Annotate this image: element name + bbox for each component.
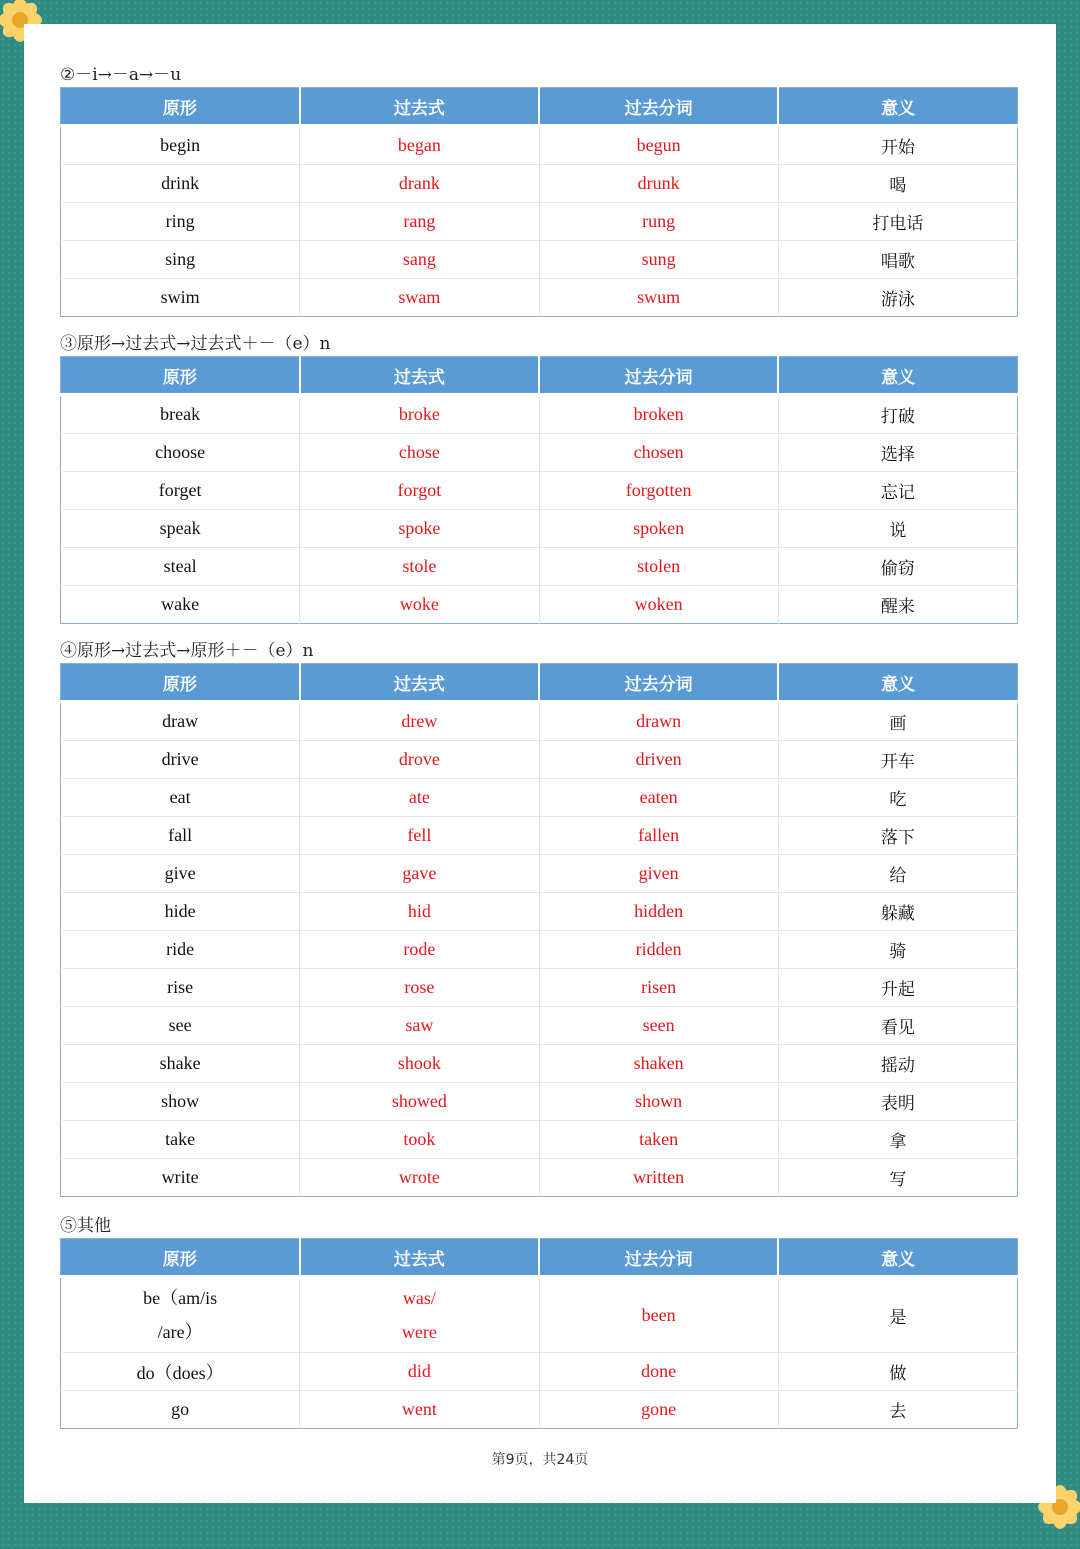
past-form: began — [300, 126, 539, 165]
column-header-meaning: 意义 — [778, 664, 1017, 702]
past-participle: eaten — [539, 779, 778, 817]
table-row — [61, 279, 1018, 317]
base-form: see — [61, 1007, 300, 1045]
table-row — [61, 395, 1018, 434]
column-header-base: 原形 — [61, 664, 300, 702]
meaning: 吃 — [778, 779, 1017, 817]
column-header-past: 过去式 — [300, 1239, 539, 1277]
verb-table — [60, 1238, 1018, 1429]
table-row — [61, 741, 1018, 779]
table-row — [61, 472, 1018, 510]
past-participle: chosen — [539, 434, 778, 472]
table-row — [61, 126, 1018, 165]
column-header-base: 原形 — [61, 88, 300, 126]
base-form: write — [61, 1159, 300, 1197]
past-form: drove — [300, 741, 539, 779]
base-form: draw — [61, 702, 300, 741]
past-participle: forgotten — [539, 472, 778, 510]
meaning: 画 — [778, 702, 1017, 741]
meaning: 忘记 — [778, 472, 1017, 510]
past-form: drew — [300, 702, 539, 741]
meaning: 做 — [778, 1353, 1017, 1391]
section-others — [60, 1214, 1020, 1429]
column-header-meaning: 意义 — [778, 357, 1017, 395]
past-form: ate — [300, 779, 539, 817]
verb-table — [60, 663, 1018, 1197]
column-header-past: 过去式 — [300, 88, 539, 126]
meaning: 写 — [889, 1170, 907, 1190]
column-header-meaning: 意义 — [778, 88, 1017, 126]
section-heading: ⑤其他 — [60, 1216, 111, 1236]
document-page — [24, 24, 1056, 1503]
past-participle: fallen — [539, 817, 778, 855]
base-form: give — [61, 855, 300, 893]
column-header-past-participle: 过去分词 — [539, 1239, 778, 1277]
base-form: show — [61, 1083, 300, 1121]
past-participle: seen — [539, 1007, 778, 1045]
section-heading: ②－i→－a→－u — [60, 65, 182, 85]
base-form: rise — [61, 969, 300, 1007]
base-form: begin — [61, 126, 300, 165]
past-form: woke — [300, 586, 539, 624]
meaning: 开始 — [778, 126, 1017, 165]
meaning: 说 — [778, 510, 1017, 548]
column-header-past: 过去式 — [300, 664, 539, 702]
meaning: 升起 — [778, 969, 1017, 1007]
table-row — [61, 1045, 1018, 1083]
section-past-plus-en — [60, 332, 1020, 624]
past-form: rose — [300, 969, 539, 1007]
base-form: ring — [61, 203, 300, 241]
table-row — [61, 241, 1018, 279]
meaning: 选择 — [778, 434, 1017, 472]
meaning: 骑 — [778, 931, 1017, 969]
past-form: did — [300, 1353, 539, 1391]
past-participle: driven — [539, 741, 778, 779]
past-form: stole — [300, 548, 539, 586]
past-participle: written — [539, 1159, 778, 1197]
column-header-base: 原形 — [61, 357, 300, 395]
base-form: break — [61, 395, 300, 434]
past-participle: spoken — [539, 510, 778, 548]
past-participle: broken — [539, 395, 778, 434]
base-form: shake — [61, 1045, 300, 1083]
table-row — [61, 779, 1018, 817]
base-form: eat — [61, 779, 300, 817]
table-row — [61, 893, 1018, 931]
past-participle: swum — [539, 279, 778, 317]
past-form: rode — [300, 931, 539, 969]
past-form: showed — [300, 1083, 539, 1121]
past-form: forgot — [300, 472, 539, 510]
table-row — [61, 702, 1018, 741]
meaning: 偷窃 — [778, 548, 1017, 586]
base-form: wake — [61, 586, 300, 624]
base-form: swim — [61, 279, 300, 317]
base-form: be（am/is /are） — [61, 1277, 300, 1353]
section-heading: ③原形→过去式→过去式＋－（e）n — [60, 334, 331, 354]
table-row — [61, 586, 1018, 624]
base-form: ride — [61, 931, 300, 969]
past-participle: ridden — [539, 931, 778, 969]
page-footer: 第9页，共24页 — [491, 1452, 589, 1468]
past-form: hid — [300, 893, 539, 931]
past-participle: rung — [539, 203, 778, 241]
base-form: hide — [61, 893, 300, 931]
table-row — [61, 1391, 1018, 1429]
section-heading: ④原形→过去式→原形＋－（e）n — [60, 641, 314, 661]
table-row — [61, 548, 1018, 586]
verb-table — [60, 356, 1018, 624]
past-form: rang — [300, 203, 539, 241]
table-row — [61, 434, 1018, 472]
table-row — [61, 969, 1018, 1007]
meaning: 游泳 — [880, 290, 915, 310]
meaning: 给 — [778, 855, 1017, 893]
base-form: go — [61, 1391, 300, 1429]
past-participle: risen — [539, 969, 778, 1007]
table-row — [61, 817, 1018, 855]
base-form: fall — [61, 817, 300, 855]
meaning: 唱歌 — [778, 241, 1017, 279]
past-participle: done — [539, 1353, 778, 1391]
meaning: 摇动 — [778, 1045, 1017, 1083]
past-form: chose — [300, 434, 539, 472]
meaning: 打破 — [778, 395, 1017, 434]
base-form: take — [61, 1121, 300, 1159]
column-header-past-participle: 过去分词 — [539, 88, 778, 126]
table-row — [61, 1121, 1018, 1159]
base-form: steal — [61, 548, 300, 586]
base-form: forget — [61, 472, 300, 510]
past-form: was/ were — [300, 1277, 539, 1353]
past-form: shook — [300, 1045, 539, 1083]
past-participle: begun — [539, 126, 778, 165]
column-header-past: 过去式 — [300, 357, 539, 395]
meaning: 醒来 — [880, 597, 915, 617]
base-form: sing — [61, 241, 300, 279]
past-participle: drunk — [539, 165, 778, 203]
past-participle: taken — [539, 1121, 778, 1159]
table-row — [61, 1159, 1018, 1197]
section-i-a-u — [60, 63, 1020, 317]
past-form: sang — [300, 241, 539, 279]
past-participle: given — [539, 855, 778, 893]
column-header-meaning: 意义 — [778, 1239, 1017, 1277]
past-form: drank — [300, 165, 539, 203]
past-participle: gone — [539, 1391, 778, 1429]
past-form: broke — [300, 395, 539, 434]
table-row — [61, 510, 1018, 548]
past-participle: drawn — [539, 702, 778, 741]
verb-table — [60, 87, 1018, 317]
past-participle: shown — [539, 1083, 778, 1121]
base-form: drive — [61, 741, 300, 779]
base-form: speak — [61, 510, 300, 548]
meaning: 去 — [889, 1402, 907, 1422]
section-base-plus-en — [60, 639, 1020, 1197]
meaning: 喝 — [778, 165, 1017, 203]
base-form: do（does） — [61, 1353, 300, 1391]
meaning: 落下 — [778, 817, 1017, 855]
table-row — [61, 855, 1018, 893]
table-row — [61, 1277, 1018, 1353]
base-form: drink — [61, 165, 300, 203]
base-form: choose — [61, 434, 300, 472]
table-row — [61, 165, 1018, 203]
table-row — [61, 203, 1018, 241]
past-form: took — [300, 1121, 539, 1159]
meaning: 是 — [778, 1277, 1017, 1353]
table-row — [61, 1007, 1018, 1045]
past-form: swam — [300, 279, 539, 317]
table-row — [61, 1353, 1018, 1391]
past-form: saw — [300, 1007, 539, 1045]
column-header-past-participle: 过去分词 — [539, 357, 778, 395]
past-form: spoke — [300, 510, 539, 548]
table-row — [61, 931, 1018, 969]
past-form: fell — [300, 817, 539, 855]
past-participle: hidden — [539, 893, 778, 931]
past-form: wrote — [300, 1159, 539, 1197]
meaning: 表明 — [778, 1083, 1017, 1121]
past-participle: shaken — [539, 1045, 778, 1083]
meaning: 拿 — [778, 1121, 1017, 1159]
meaning: 躲藏 — [778, 893, 1017, 931]
past-participle: woken — [539, 586, 778, 624]
past-form: went — [300, 1391, 539, 1429]
table-row — [61, 1083, 1018, 1121]
meaning: 看见 — [778, 1007, 1017, 1045]
past-participle: stolen — [539, 548, 778, 586]
meaning: 开车 — [778, 741, 1017, 779]
past-participle: sung — [539, 241, 778, 279]
past-participle: been — [539, 1277, 778, 1353]
column-header-base: 原形 — [61, 1239, 300, 1277]
meaning: 打电话 — [778, 203, 1017, 241]
column-header-past-participle: 过去分词 — [539, 664, 778, 702]
past-form: gave — [300, 855, 539, 893]
